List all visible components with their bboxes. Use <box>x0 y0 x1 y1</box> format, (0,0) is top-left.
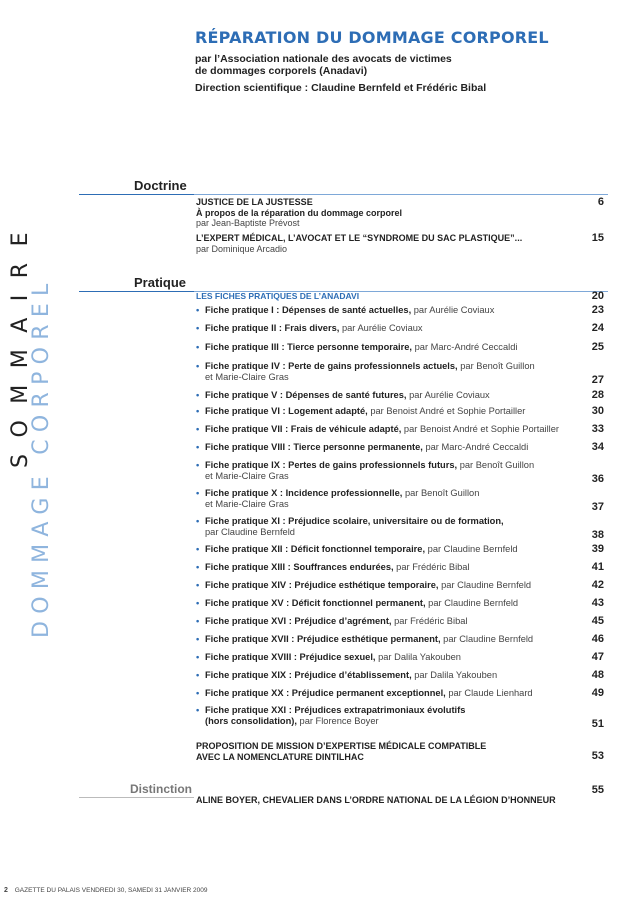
fiche-text <box>205 424 585 435</box>
fiche-item[interactable] <box>196 598 604 609</box>
distinction-entry[interactable] <box>196 784 604 806</box>
fiche-page: 23 <box>591 304 604 316</box>
fiche-title: Fiche pratique XIII : Souffrances endurées, <box>205 562 394 572</box>
fiche-author: par Claudine Bernfeld <box>443 634 534 644</box>
proposition-line-2: AVEC LA NOMENCLATURE DINTILHAC <box>196 751 364 762</box>
fiche-text <box>205 580 585 591</box>
proposition-line-1: PROPOSITION DE MISSION D’EXPERTISE MÉDICALE COMPATIBLE <box>196 741 487 751</box>
distinction-rule <box>79 797 194 798</box>
fiche-text <box>205 616 585 627</box>
bullet-icon: • <box>196 305 200 315</box>
fiche-author-continued: et Marie-Claire Gras <box>205 372 289 382</box>
bullet-icon: • <box>196 634 200 644</box>
fiche-page: 43 <box>591 597 604 609</box>
bullet-icon: • <box>196 424 200 434</box>
fiche-item[interactable] <box>196 670 604 681</box>
fiche-item[interactable] <box>196 705 604 730</box>
fiche-title: Fiche pratique XVII : Préjudice esthétique permanent, <box>205 634 441 644</box>
section-pratique: Pratique <box>134 275 187 290</box>
section-distinction: Distinction <box>130 782 192 796</box>
fiche-text <box>205 323 585 334</box>
fiche-item[interactable] <box>196 460 604 485</box>
fiche-author: par Aurélie Coviaux <box>341 323 423 333</box>
fiche-page: 46 <box>591 633 604 645</box>
fiche-title: Fiche pratique XIV : Préjudice esthétique temporaire, <box>205 580 439 590</box>
fiche-title: Fiche pratique XI : Préjudice scolaire, universitaire ou de formation, <box>205 516 504 526</box>
fiche-page: 51 <box>591 718 604 730</box>
distinction-title: ALINE BOYER, CHEVALIER DANS L’ORDRE NATIONAL DE LA LÉGION D’HONNEUR <box>196 795 556 805</box>
fiche-item[interactable] <box>196 652 604 663</box>
bullet-icon: • <box>196 361 200 371</box>
fiche-title: Fiche pratique I : Dépenses de santé actuelles, <box>205 305 412 315</box>
fiche-text <box>205 361 585 383</box>
bullet-icon: • <box>196 616 200 626</box>
fiche-page: 25 <box>591 341 604 353</box>
doctrine-entry-2[interactable] <box>196 233 604 254</box>
fiche-item[interactable] <box>196 516 604 541</box>
fiche-author: par Benoist André et Sophie Portailler <box>370 406 526 416</box>
fiche-author: par Florence Boyer <box>299 716 379 726</box>
fiche-text <box>205 516 585 538</box>
fiche-item[interactable] <box>196 580 604 591</box>
fiche-text <box>205 670 585 681</box>
fiche-title: Fiche pratique VII : Frais de véhicule adapté, <box>205 424 402 434</box>
pratique-rule <box>79 291 194 292</box>
fiche-page: 36 <box>591 473 604 485</box>
fiche-title: Fiche pratique III : Tierce personne temporaire, <box>205 342 413 352</box>
side-sommaire-text: SOMMAIRE <box>8 216 33 468</box>
bullet-icon: • <box>196 562 200 572</box>
header <box>195 28 595 95</box>
entry-title: L’EXPERT MÉDICAL, L’AVOCAT ET LE “SYNDROME DU SAC PLASTIQUE”... <box>196 233 523 243</box>
fiche-title-continued: (hors consolidation), <box>205 716 297 726</box>
fiche-text <box>205 342 585 353</box>
fiche-title: Fiche pratique XV : Déficit fonctionnel permanent, <box>205 598 426 608</box>
fiche-item[interactable] <box>196 424 604 435</box>
section-doctrine: Doctrine <box>134 178 187 193</box>
fiche-page: 34 <box>591 441 604 453</box>
bullet-icon: • <box>196 544 200 554</box>
bullet-icon: • <box>196 516 200 526</box>
entry-subtitle: À propos de la réparation du dommage corporel <box>196 207 403 218</box>
fiche-page: 30 <box>591 405 604 417</box>
fiche-page: 27 <box>591 374 604 386</box>
fiche-item[interactable] <box>196 390 604 401</box>
fiche-item[interactable] <box>196 488 604 513</box>
fiches-heading: LES FICHES PRATIQUES DE L’ANADAVI <box>196 291 360 301</box>
fiche-item[interactable] <box>196 544 604 555</box>
bullet-icon: • <box>196 705 200 715</box>
fiche-title: Fiche pratique XVI : Préjudice d’agrément, <box>205 616 392 626</box>
fiche-item[interactable] <box>196 616 604 627</box>
pratique-heading[interactable] <box>196 291 604 302</box>
fiche-page: 33 <box>591 423 604 435</box>
fiche-author: par Claudine Bernfeld <box>427 544 518 554</box>
fiche-author: par Frédéric Bibal <box>396 562 470 572</box>
fiche-page: 47 <box>591 651 604 663</box>
fiche-text <box>205 634 585 645</box>
entry-title: JUSTICE DE LA JUSTESSE <box>196 197 313 207</box>
fiche-title: Fiche pratique IX : Pertes de gains professionnels futurs, <box>205 460 458 470</box>
fiche-text <box>205 488 585 510</box>
bullet-icon: • <box>196 406 200 416</box>
fiche-title: Fiche pratique VIII : Tierce personne permanente, <box>205 442 423 452</box>
fiche-item[interactable] <box>196 342 604 353</box>
fiche-page: 37 <box>591 501 604 513</box>
distinction-page: 55 <box>591 784 604 796</box>
fiche-title: Fiche pratique VI : Logement adapté, <box>205 406 368 416</box>
fiche-title: Fiche pratique V : Dépenses de santé futures, <box>205 390 407 400</box>
fiche-author: par Benoît Guillon <box>460 361 535 371</box>
bullet-icon: • <box>196 460 200 470</box>
fiche-text <box>205 598 585 609</box>
fiche-item[interactable] <box>196 634 604 645</box>
fiche-title: Fiche pratique XVIII : Préjudice sexuel, <box>205 652 376 662</box>
side-dommage-text: DOMMAGE CORPOREL <box>29 276 54 638</box>
entry-page: 6 <box>597 196 604 208</box>
entry-author: par Dominique Arcadio <box>196 243 288 254</box>
entry-author: par Jean-Baptiste Prévost <box>196 218 300 228</box>
fiche-author: par Benoist André et Sophie Portailler <box>403 424 559 434</box>
bullet-icon: • <box>196 598 200 608</box>
fiche-page: 28 <box>591 389 604 401</box>
fiche-author: par Dalila Yakouben <box>414 670 498 680</box>
fiche-text <box>205 460 585 482</box>
footer <box>4 887 208 894</box>
footer-text: GAZETTE DU PALAIS VENDREDI 30, SAMEDI 31 JANVIER 2009 <box>14 887 208 894</box>
fiche-author: par Benoît Guillon <box>459 460 535 470</box>
fiche-author-continued: et Marie-Claire Gras <box>205 471 289 481</box>
fiche-title: Fiche pratique X : Incidence professionnelle, <box>205 488 403 498</box>
bullet-icon: • <box>196 688 200 698</box>
fiche-text <box>205 390 585 401</box>
fiche-title: Fiche pratique II : Frais divers, <box>205 323 340 333</box>
header-line-1: par l’Association nationale des avocats de victimes <box>195 53 452 65</box>
fiche-page: 24 <box>591 322 604 334</box>
fiche-author: par Claudine Bernfeld <box>441 580 532 590</box>
fiche-author: par Marc-André Ceccaldi <box>425 442 529 452</box>
fiche-author: par Aurélie Coviaux <box>413 305 495 315</box>
fiche-item[interactable] <box>196 323 604 334</box>
fiche-author: par Marc-André Ceccaldi <box>414 342 518 352</box>
doctrine-rule <box>79 194 194 195</box>
page-title: RÉPARATION DU DOMMAGE CORPOREL <box>195 28 549 47</box>
doctrine-entry-1[interactable] <box>196 197 604 229</box>
fiche-text <box>205 442 585 453</box>
fiche-page: 41 <box>591 561 604 573</box>
proposition-page: 53 <box>591 750 604 762</box>
bullet-icon: • <box>196 323 200 333</box>
fiche-page: 39 <box>591 543 604 555</box>
fiche-author: par Aurélie Coviaux <box>409 390 490 400</box>
fiche-item[interactable] <box>196 361 604 386</box>
fiche-title: Fiche pratique XX : Préjudice permanent exceptionnel, <box>205 688 446 698</box>
fiche-item[interactable] <box>196 688 604 699</box>
fiche-title: Fiche pratique IV : Perte de gains professionnels actuels, <box>205 361 458 371</box>
fiche-text <box>205 705 585 727</box>
fiche-text <box>205 652 585 663</box>
bullet-icon: • <box>196 342 200 352</box>
fiche-text <box>205 406 585 417</box>
doctrine-rule-right <box>194 194 608 195</box>
fiche-text <box>205 562 585 573</box>
fiche-page: 49 <box>591 687 604 699</box>
fiche-author: par Claudine Bernfeld <box>428 598 519 608</box>
heading-page: 20 <box>591 290 604 302</box>
fiche-page: 45 <box>591 615 604 627</box>
fiche-text <box>205 688 585 699</box>
proposition-entry[interactable] <box>196 741 604 762</box>
fiche-author-continued: par Claudine Bernfeld <box>205 527 295 537</box>
fiche-author: par Frédéric Bibal <box>394 616 468 626</box>
fiche-title: Fiche pratique XXI : Préjudices extrapatrimoniaux évolutifs <box>205 705 466 715</box>
fiche-item[interactable] <box>196 442 604 453</box>
bullet-icon: • <box>196 390 200 400</box>
bullet-icon: • <box>196 670 200 680</box>
fiche-item[interactable] <box>196 406 604 417</box>
footer-page-number: 2 <box>4 887 8 894</box>
header-line-2: de dommages corporels (Anadavi) <box>195 64 368 77</box>
fiche-title: Fiche pratique XIX : Préjudice d’établissement, <box>205 670 412 680</box>
entry-page: 15 <box>591 232 604 244</box>
fiche-item[interactable] <box>196 562 604 573</box>
fiche-item[interactable] <box>196 305 604 316</box>
fiche-title: Fiche pratique XII : Déficit fonctionnel temporaire, <box>205 544 426 554</box>
bullet-icon: • <box>196 488 200 498</box>
fiche-text <box>205 305 585 316</box>
fiche-author-continued: et Marie-Claire Gras <box>205 499 289 509</box>
fiche-author: par Benoît Guillon <box>404 488 480 498</box>
header-direction: Direction scientifique : Claudine Bernfeld et Frédéric Bibal <box>195 82 487 94</box>
bullet-icon: • <box>196 580 200 590</box>
fiche-author: par Dalila Yakouben <box>378 652 461 662</box>
fiche-text <box>205 544 585 555</box>
fiche-page: 42 <box>591 579 604 591</box>
fiche-page: 38 <box>591 529 604 541</box>
fiche-author: par Claude Lienhard <box>448 688 533 698</box>
fiche-page: 48 <box>591 669 604 681</box>
bullet-icon: • <box>196 442 200 452</box>
bullet-icon: • <box>196 652 200 662</box>
